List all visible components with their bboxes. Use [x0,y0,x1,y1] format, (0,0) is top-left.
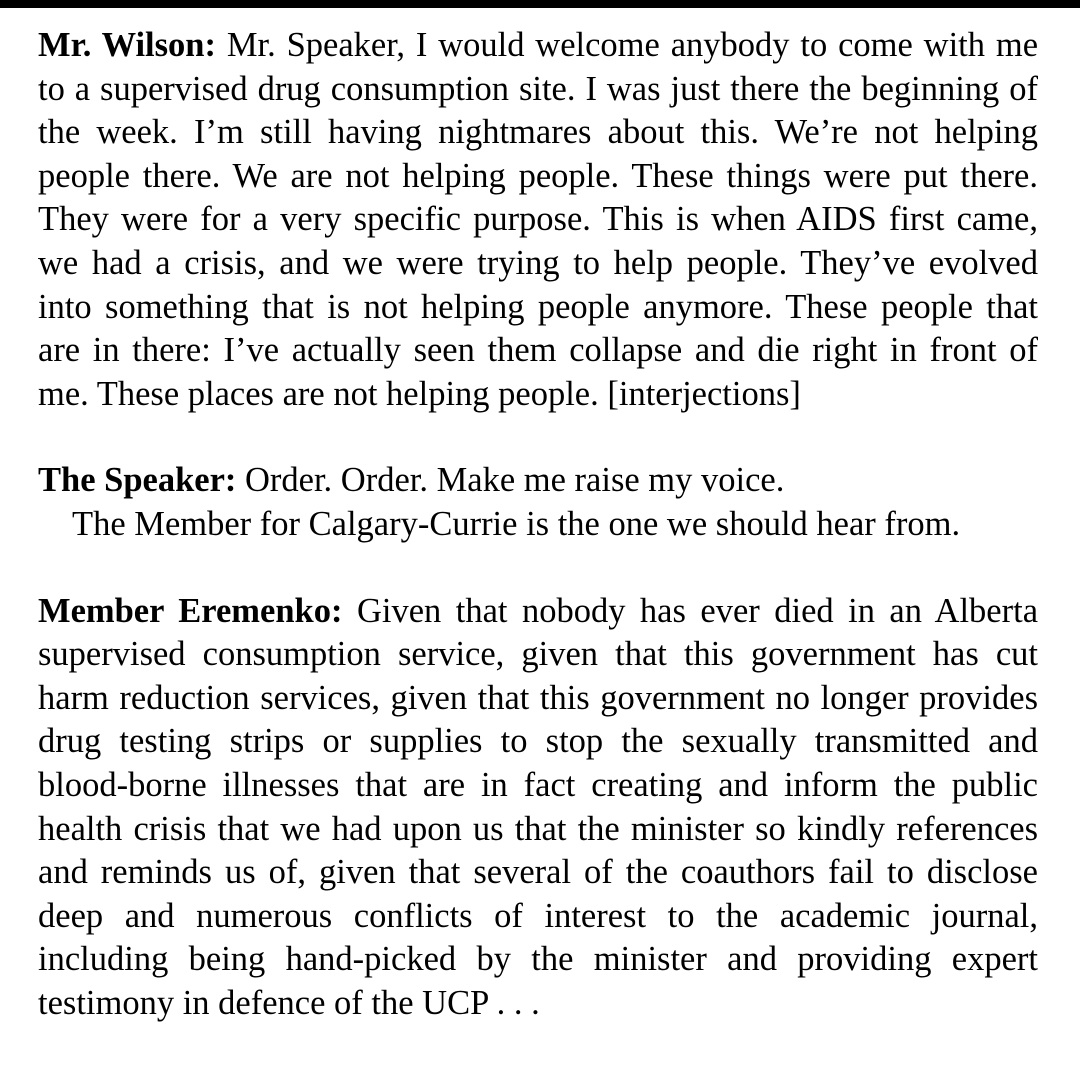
speech-paragraph [38,459,1038,503]
transcript-entry-wilson [38,24,1038,416]
transcript-entry-speaker [38,459,1038,546]
top-border [0,0,1080,8]
speech-text: Given that nobody has ever died in an Alberta supervised consumption service, given that this government has cut harm reduction services, given that this government no longer provides drug testing strips or supplies to stop the sexually transmitted and blood-borne illnesses that are in fact creating and inform the public health crisis that we had upon us that the minister so kindly references and reminds us of, given that several of the coauthors fail to disclose deep and numerous conflicts of interest to the academic journal, including being hand-picked by the minister and providing expert testimony in defence of the UCP . . . [38,591,1039,1022]
speech-continuation: The Member for Calgary-Currie is the one we should hear from. [72,504,961,543]
speaker-name: Member Eremenko: [38,591,343,630]
speaker-name: Mr. Wilson: [38,26,216,64]
speech-text: Mr. Speaker, I would welcome anybody to come with me to a supervised drug consumption site. I was just there the beginning of the week. I’m still having nightmares about this. We’re not helping people there. We are not helping people. These things were put there. They were for a very specific purpose. This is when AIDS first came, we had a crisis, and we were trying to help people. They’ve evolved into something that is not helping people anymore. These people that are in there: I’ve actually seen them collapse and die right in front of me. These places are not helping people. [interjections] [38,26,1039,413]
hansard-transcript [38,24,1038,1025]
speaker-name: The Speaker: [38,461,237,500]
transcript-entry-eremenko [38,590,1038,1026]
speech-text: Order. Order. Make me raise my voice. [245,461,785,500]
